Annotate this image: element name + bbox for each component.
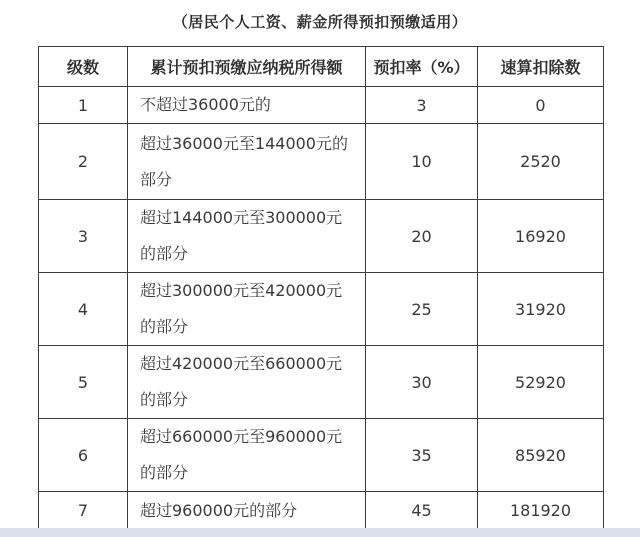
bottom-edge-strip <box>0 528 640 537</box>
cell-level: 6 <box>39 419 128 492</box>
cell-rate: 10 <box>366 124 478 200</box>
cell-level: 2 <box>39 124 128 200</box>
cell-deduction: 2520 <box>478 124 604 200</box>
cell-income: 超过420000元至660000元的部分 <box>128 346 366 419</box>
cell-rate: 3 <box>366 87 478 124</box>
cell-deduction: 16920 <box>478 200 604 273</box>
header-level: 级数 <box>39 47 128 87</box>
cell-rate: 35 <box>366 419 478 492</box>
cell-deduction: 181920 <box>478 492 604 530</box>
cell-rate: 25 <box>366 273 478 346</box>
table-row <box>39 124 604 200</box>
header-row <box>39 47 604 87</box>
cell-level: 7 <box>39 492 128 530</box>
cell-income: 超过660000元至960000元的部分 <box>128 419 366 492</box>
cell-level: 5 <box>39 346 128 419</box>
cell-deduction: 52920 <box>478 346 604 419</box>
table-row <box>39 492 604 530</box>
cell-level: 4 <box>39 273 128 346</box>
cell-income: 超过300000元至420000元的部分 <box>128 273 366 346</box>
cell-deduction: 85920 <box>478 419 604 492</box>
table-row <box>39 419 604 492</box>
tax-rate-table <box>38 46 604 530</box>
cell-rate: 20 <box>366 200 478 273</box>
cell-rate: 45 <box>366 492 478 530</box>
cell-income: 不超过36000元的 <box>128 87 366 124</box>
table-title: （居民个人工资、薪金所得预扣预缴适用） <box>172 13 468 31</box>
header-rate: 预扣率（%） <box>366 47 478 87</box>
table-row <box>39 346 604 419</box>
table-row <box>39 87 604 124</box>
cell-deduction: 0 <box>478 87 604 124</box>
header-income: 累计预扣预缴应纳税所得额 <box>128 47 366 87</box>
header-deduction: 速算扣除数 <box>478 47 604 87</box>
cell-deduction: 31920 <box>478 273 604 346</box>
cell-income: 超过144000元至300000元的部分 <box>128 200 366 273</box>
cell-income: 超过36000元至144000元的部分 <box>128 124 366 200</box>
table-row <box>39 273 604 346</box>
cell-rate: 30 <box>366 346 478 419</box>
cell-level: 3 <box>39 200 128 273</box>
cell-level: 1 <box>39 87 128 124</box>
cell-income: 超过960000元的部分 <box>128 492 366 530</box>
table-row <box>39 200 604 273</box>
